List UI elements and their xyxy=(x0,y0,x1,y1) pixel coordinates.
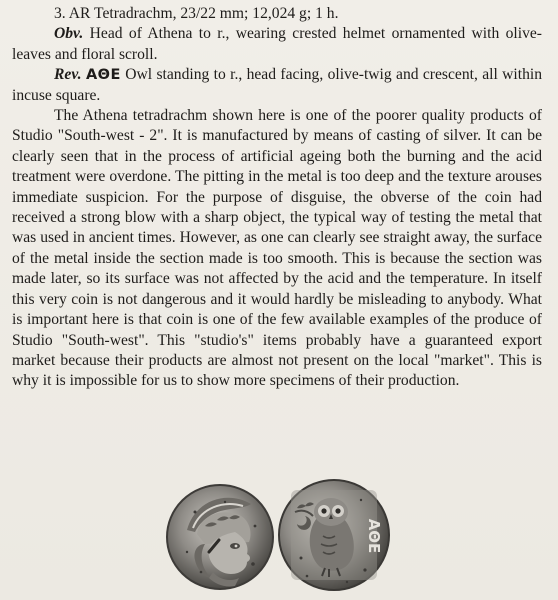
obverse-description xyxy=(12,24,542,65)
coin-reverse-image xyxy=(277,478,391,592)
reverse-description xyxy=(12,65,542,106)
catalogue-text xyxy=(12,4,542,392)
body-paragraph: The Athena tetradrachm shown here is one of the poorer quality products of Studio "South-west - 2". It is manufactured by means of casting of silver. It can be clearly seen that in the process of artificial ageing both the burning and the acid treatment were overdone. The pitting in the metal is too deep and the texture arouses immediate suspicion. For the purpose of disguise, the obverse of the coin had received a strong blow with a sharp object, the typical way of testing the metal that was used in ancient times. However, as one can clearly see straight away, the surface of the metal inside the section made is too smooth. This is because the section was made later, so its surface was not affected by the acid and the temperature. In itself this very coin is not dangerous and it would hardly be misleading to anybody. What is important here is that coin is one of the few available examples of the produce of Studio "South-west". This "studio's" items probably have a guaranteed export market because their products are almost not present on the local "market". This is why it is impossible for us to show more specimens of their production. xyxy=(12,107,542,390)
obverse-label: Obv. xyxy=(54,25,84,43)
coin-legend-text: ΑΘΕ xyxy=(365,518,383,554)
entry-heading: 3. AR Tetradrachm, 23/22 mm; 12,024 g; 1 h. xyxy=(54,5,339,22)
coin-obverse-image xyxy=(165,482,275,592)
reverse-label: Rev. xyxy=(54,66,82,84)
reverse-legend: ΑΘΕ xyxy=(85,67,121,84)
reverse-text: Owl standing to r., head facing, olive-twig and crescent, all within incuse square. xyxy=(12,66,542,104)
obverse-text: Head of Athena to r., wearing crested helmet ornamented with olive-leaves and floral scroll. xyxy=(12,25,542,63)
coin-photographs xyxy=(165,478,395,594)
